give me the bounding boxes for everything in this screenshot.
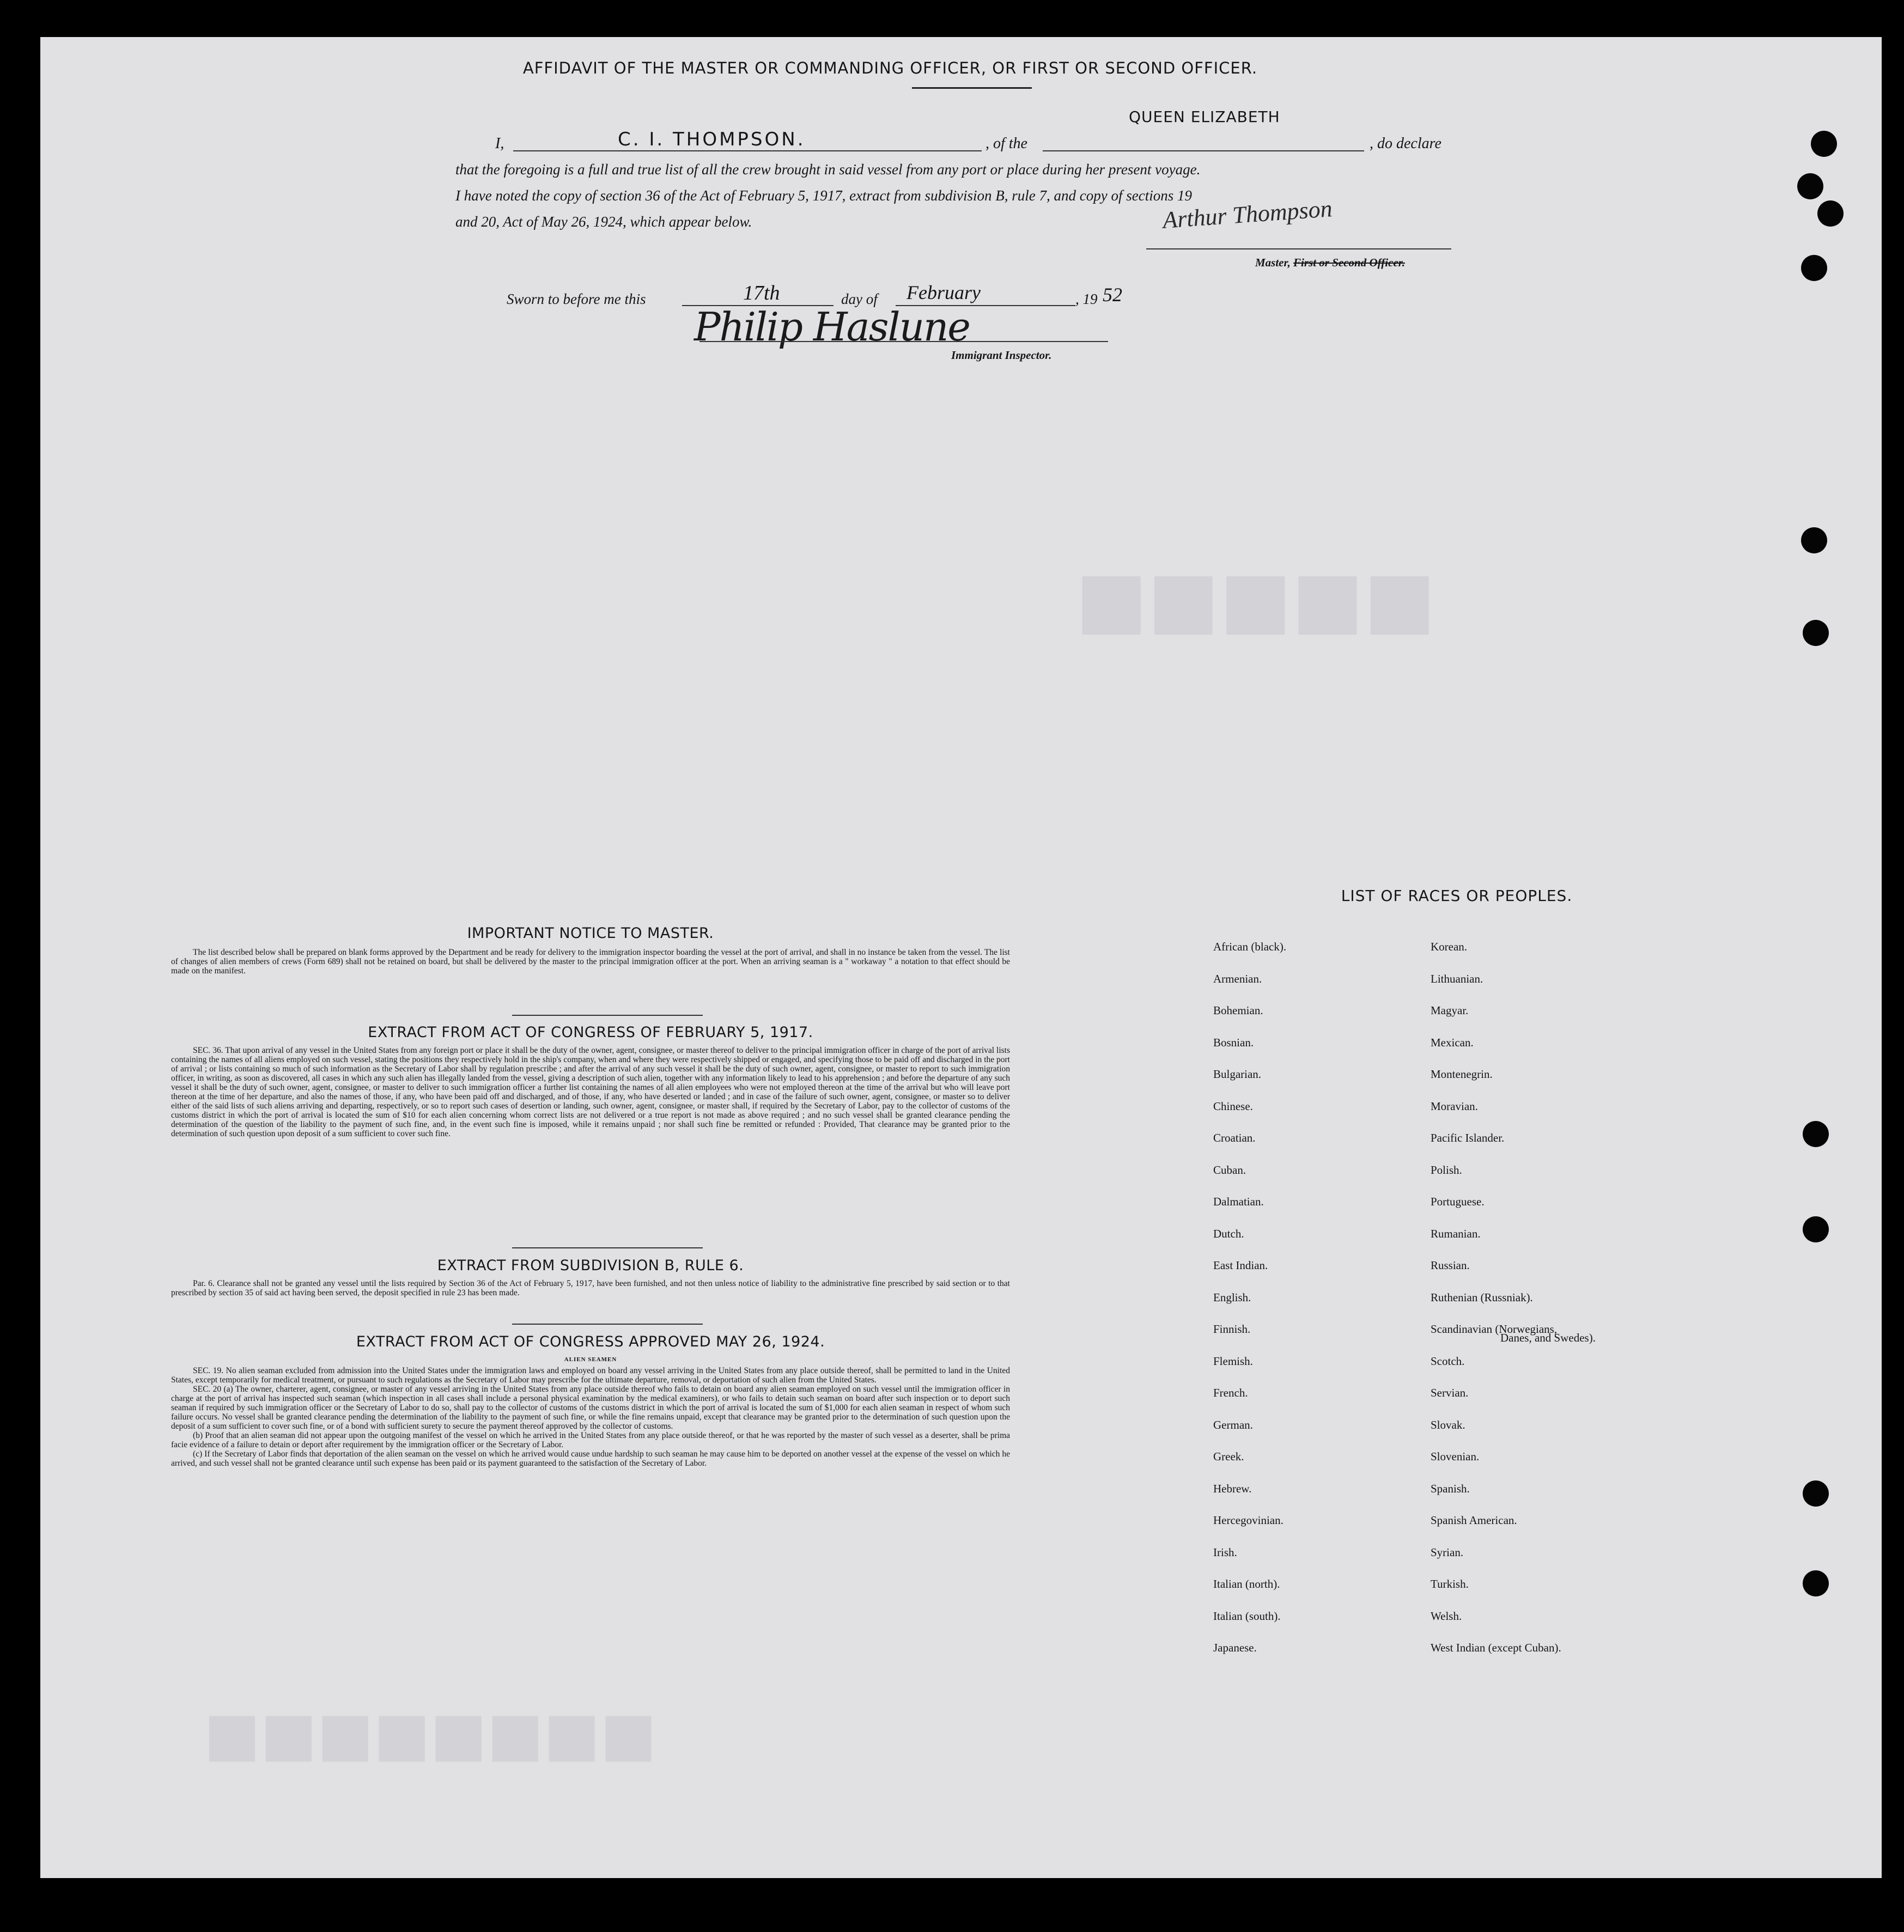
sec-36-text: SEC. 36. That upon arrival of any vessel in the United States from any foreign port or place it shall be the duty of the owner, agent, consignee, or master thereof to deliver to the principal immigration officer in charge of the port of arrival lists containing the names of all aliens employed on such vessel, stating the positions they respectively hold in the ship's company, when and where they were respectively shipped or engaged, and specifying those to be paid off and discharged in the port of arrival ; or lists containing so much of such information as the Secretary of Labor shall by regulation prescribe ; and after the arrival of any such vessel it shall be the duty of such owner, agent, consignee, or master to report to such immigration officer, in writing, as soon as discovered, all cases in which any such alien has illegally landed from the vessel, giving a description of such alien, together with any information likely to lead to his apprehension ; and before the departure of any such vessel it shall be the duty of such owner, agent, consignee, or master to deliver to such immigration officer a further list containing the names of all alien employees who were not employed thereon at the time of the arrival but who will leave port thereon at the time of her departure, and also the names of those, if any, who have been paid off and discharged, and of those, if any, who have deserted or landed ; and in case of the failure of such owner, agent, consignee, or master so to deliver either of the said lists of such aliens arriving and departing, respectively, or so to report such cases of desertion or landing, such owner, agent, consignee, or master shall, if required by the Secretary of Labor, pay to the collector of customs of the customs district in which the port of arrival is located the sum of $10 for each alien concerning whom correct lists are not delivered or a true report is not made as above required ; and no such vessel shall be granted clearance pending the determination of the question of the liability to the payment of such fine, and, in the event such fine is imposed, while it remains unpaid ; nor shall such fine be remitted or refunded : Provided, That clearance may be granted prior to the determination of such question upon deposit of a sum sufficient to cover such fine. bbox=[171, 1046, 1010, 1138]
punch-hole bbox=[1803, 1216, 1829, 1242]
affidavit-line-1: that the foregoing is a full and true list of all the crew brought in said vessel from any port or place during her present voyage. bbox=[455, 161, 1201, 178]
punch-hole bbox=[1803, 1480, 1829, 1507]
race-item: Moravian. bbox=[1431, 1100, 1478, 1113]
year-prefix: , 19 bbox=[1075, 291, 1098, 307]
sworn-month: February bbox=[907, 282, 981, 303]
punch-hole bbox=[1803, 1121, 1829, 1147]
inspector-signature: Philip Haslune bbox=[694, 304, 970, 350]
alien-seamen-subtitle: ALIEN SEAMEN bbox=[564, 1356, 617, 1363]
race-item: Flemish. bbox=[1213, 1355, 1253, 1368]
struck-officer-label: First or Second Officer. bbox=[1293, 256, 1405, 269]
divider bbox=[512, 1015, 703, 1016]
sworn-label: Sworn to before me this bbox=[507, 291, 646, 307]
bleed-through: ■■■■■■■■ bbox=[204, 1698, 657, 1769]
race-item: Mexican. bbox=[1431, 1036, 1474, 1049]
year-suffix: 52 bbox=[1103, 284, 1122, 306]
race-item: Bulgarian. bbox=[1213, 1068, 1262, 1081]
race-item: Dalmatian. bbox=[1213, 1195, 1264, 1208]
extract-1917-title: EXTRACT FROM ACT OF CONGRESS OF FEBRUARY 5, 1917. bbox=[368, 1024, 813, 1041]
race-item: Bohemian. bbox=[1213, 1004, 1263, 1017]
day-of-label: day of bbox=[841, 291, 878, 307]
punch-hole bbox=[1801, 255, 1827, 281]
race-item: Hercegovinian. bbox=[1213, 1514, 1283, 1527]
sworn-day: 17th bbox=[743, 282, 780, 304]
race-item: Pacific Islander. bbox=[1431, 1131, 1505, 1144]
name-line bbox=[513, 150, 982, 151]
sec-20c-text: (c) If the Secretary of Labor finds that deportation of the alien seaman on the vessel on which he arrived would cause undue hardship to such seaman he may cause him to be deported on another vessel at the expense of the vessel on which he arrived, and such vessel shall not be granted clearance until such expense has been paid or its payment guaranteed to the satisfaction of the Secretary of Labor. bbox=[171, 1449, 1010, 1468]
race-item: West Indian (except Cuban). bbox=[1431, 1641, 1561, 1654]
punch-hole bbox=[1803, 620, 1829, 646]
sec-20a-text: SEC. 20 (a) The owner, charterer, agent, consignee, or master of any vessel arriving in the United States from any place outside thereof who fails to detain on board any alien seaman employed on such vessel until the immigration officer in charge at the port of arrival has inspected such seaman (which inspection in all cases shall include a personal physical examination by the medical examiners), or who fails to detain such seaman on board after such inspection or to deport such seaman if required by such immigration officer or the Secretary of Labor to do so, shall pay to the collector of customs of the customs district in which the port of arrival is located the sum of $1,000 for each alien seaman in respect of whom such failure occurs. No vessel shall be granted clearance pending the determination of the liability to the payment of such fine, or while the fine remains unpaid, except that clearance may be granted prior to the determination of such question upon the deposit of a sum sufficient to cover such fine, or of a bond with sufficient surety to secure the payment thereof approved by the collector of customs. bbox=[171, 1385, 1010, 1431]
race-item: African (black). bbox=[1213, 940, 1287, 953]
race-item: Ruthenian (Russniak). bbox=[1431, 1291, 1533, 1304]
race-item: Armenian. bbox=[1213, 972, 1262, 985]
of-the-label: , of the bbox=[986, 135, 1027, 152]
race-item: German. bbox=[1213, 1418, 1253, 1431]
extract-1917-body bbox=[171, 1046, 1010, 1138]
officer-name: C. I. THOMPSON. bbox=[618, 129, 806, 150]
punch-hole bbox=[1801, 527, 1827, 553]
race-item: Italian (south). bbox=[1213, 1610, 1281, 1623]
race-item: French. bbox=[1213, 1386, 1248, 1399]
race-item: Spanish. bbox=[1431, 1482, 1470, 1495]
race-item: Slovenian. bbox=[1431, 1450, 1480, 1463]
master-title-label: Master, bbox=[1255, 256, 1291, 269]
races-title: LIST OF RACES OR PEOPLES. bbox=[1341, 887, 1573, 905]
race-item: Finnish. bbox=[1213, 1322, 1251, 1336]
race-item: Croatian. bbox=[1213, 1131, 1256, 1144]
race-item: English. bbox=[1213, 1291, 1251, 1304]
master-signature: Arthur Thompson bbox=[1161, 195, 1334, 234]
race-item: Bosnian. bbox=[1213, 1036, 1254, 1049]
race-item: Spanish American. bbox=[1431, 1514, 1517, 1527]
race-item: Greek. bbox=[1213, 1450, 1244, 1463]
document-page bbox=[40, 37, 1882, 1878]
race-item: East Indian. bbox=[1213, 1259, 1268, 1272]
race-item: Irish. bbox=[1213, 1546, 1237, 1559]
master-signature-line bbox=[1146, 248, 1451, 249]
race-item: Montenegrin. bbox=[1431, 1068, 1493, 1081]
par-6-text: Par. 6. Clearance shall not be granted any vessel until the lists required by Section 36 of the Act of February 5, 1917, have been furnished, and not then unless notice of liability to the administrative fine prescribed by said section or to that prescribed by section 35 of said act having been served, the deposit specified in rule 23 has been made. bbox=[171, 1279, 1010, 1297]
race-item: Chinese. bbox=[1213, 1100, 1253, 1113]
race-item: Magyar. bbox=[1431, 1004, 1469, 1017]
divider bbox=[512, 1324, 703, 1325]
punch-hole bbox=[1811, 131, 1837, 157]
race-item: Russian. bbox=[1431, 1259, 1470, 1272]
punch-hole bbox=[1797, 173, 1823, 199]
race-item: Slovak. bbox=[1431, 1418, 1465, 1431]
notice-title: IMPORTANT NOTICE TO MASTER. bbox=[467, 925, 714, 942]
heading-rule bbox=[912, 87, 1032, 89]
race-item: Italian (north). bbox=[1213, 1577, 1280, 1590]
sec-20b-text: (b) Proof that an alien seaman did not appear upon the outgoing manifest of the vessel on which he arrived in the United States from any place outside thereof, or that he was reported by the master of such vessel as a deserter, shall be prima facie evidence of a failure to detain or deport after requirement by the immigration officer or the Secretary of Labor. bbox=[171, 1431, 1010, 1449]
race-item-continuation: Danes, and Swedes). bbox=[1500, 1331, 1596, 1344]
race-item: Portuguese. bbox=[1431, 1195, 1485, 1208]
affidavit-line-3: and 20, Act of May 26, 1924, which appear below. bbox=[455, 214, 752, 230]
race-item: Turkish. bbox=[1431, 1577, 1469, 1590]
notice-body bbox=[171, 948, 1010, 976]
master-title bbox=[1255, 256, 1405, 270]
affidavit-pronoun: I, bbox=[495, 135, 504, 152]
race-item: Korean. bbox=[1431, 940, 1468, 953]
punch-hole bbox=[1817, 200, 1844, 227]
divider bbox=[512, 1247, 703, 1248]
race-item: Scotch. bbox=[1431, 1355, 1465, 1368]
race-item: Rumanian. bbox=[1431, 1227, 1481, 1240]
race-item: Servian. bbox=[1431, 1386, 1469, 1399]
extract-1924-body bbox=[171, 1366, 1010, 1468]
race-item: Dutch. bbox=[1213, 1227, 1244, 1240]
notice-text: The list described below shall be prepared on blank forms approved by the Department and be ready for delivery to the immigration inspector boarding the vessel at the port of arrival, and shall in no instance be taken from the vessel. The list of changes of alien members of crews (Form 689) shall not be retained on board, but shall be delivered by the master to the principal immigration officer at the port. When an arriving seaman is a " workaway " a notation to that effect should be made on the manifest. bbox=[171, 948, 1010, 976]
affidavit-heading: AFFIDAVIT OF THE MASTER OR COMMANDING OFFICER, OR FIRST OR SECOND OFFICER. bbox=[522, 59, 1258, 77]
race-item: Hebrew. bbox=[1213, 1482, 1252, 1495]
race-item: Japanese. bbox=[1213, 1641, 1257, 1654]
sec-19-text: SEC. 19. No alien seaman excluded from admission into the United States under the immigration laws and employed on board any vessel arriving in the United States from any place outside thereof, shall be permitted to land in the United States, except temporarily for medical treatment, or pursuant to such regulations as the Secretary of Labor may prescribe for the ultimate departure, removal, or deportation of such alien from the United States. bbox=[171, 1366, 1010, 1385]
race-item: Polish. bbox=[1431, 1163, 1462, 1177]
extract-1924-title: EXTRACT FROM ACT OF CONGRESS APPROVED MAY 26, 1924. bbox=[356, 1333, 825, 1350]
race-item: Scandinavian (Norwegians, bbox=[1431, 1322, 1558, 1336]
affidavit-line-2: I have noted the copy of section 36 of the Act of February 5, 1917, extract from subdivision B, rule 7, and copy of sections 19 bbox=[455, 187, 1192, 204]
punch-hole bbox=[1803, 1570, 1829, 1596]
race-item: Lithuanian. bbox=[1431, 972, 1483, 985]
subdivision-title: EXTRACT FROM SUBDIVISION B, RULE 6. bbox=[437, 1257, 744, 1274]
subdivision-body bbox=[171, 1279, 1010, 1297]
vessel-name: QUEEN ELIZABETH bbox=[1129, 108, 1280, 126]
race-item: Syrian. bbox=[1431, 1546, 1464, 1559]
vessel-line bbox=[1043, 150, 1364, 151]
bleed-through: ■■■■■ bbox=[1075, 554, 1436, 644]
inspector-signature-line bbox=[699, 341, 1108, 342]
inspector-title: Immigrant Inspector. bbox=[951, 349, 1052, 362]
declare-label: , do declare bbox=[1370, 135, 1441, 152]
race-item: Welsh. bbox=[1431, 1610, 1462, 1623]
race-item: Cuban. bbox=[1213, 1163, 1246, 1177]
